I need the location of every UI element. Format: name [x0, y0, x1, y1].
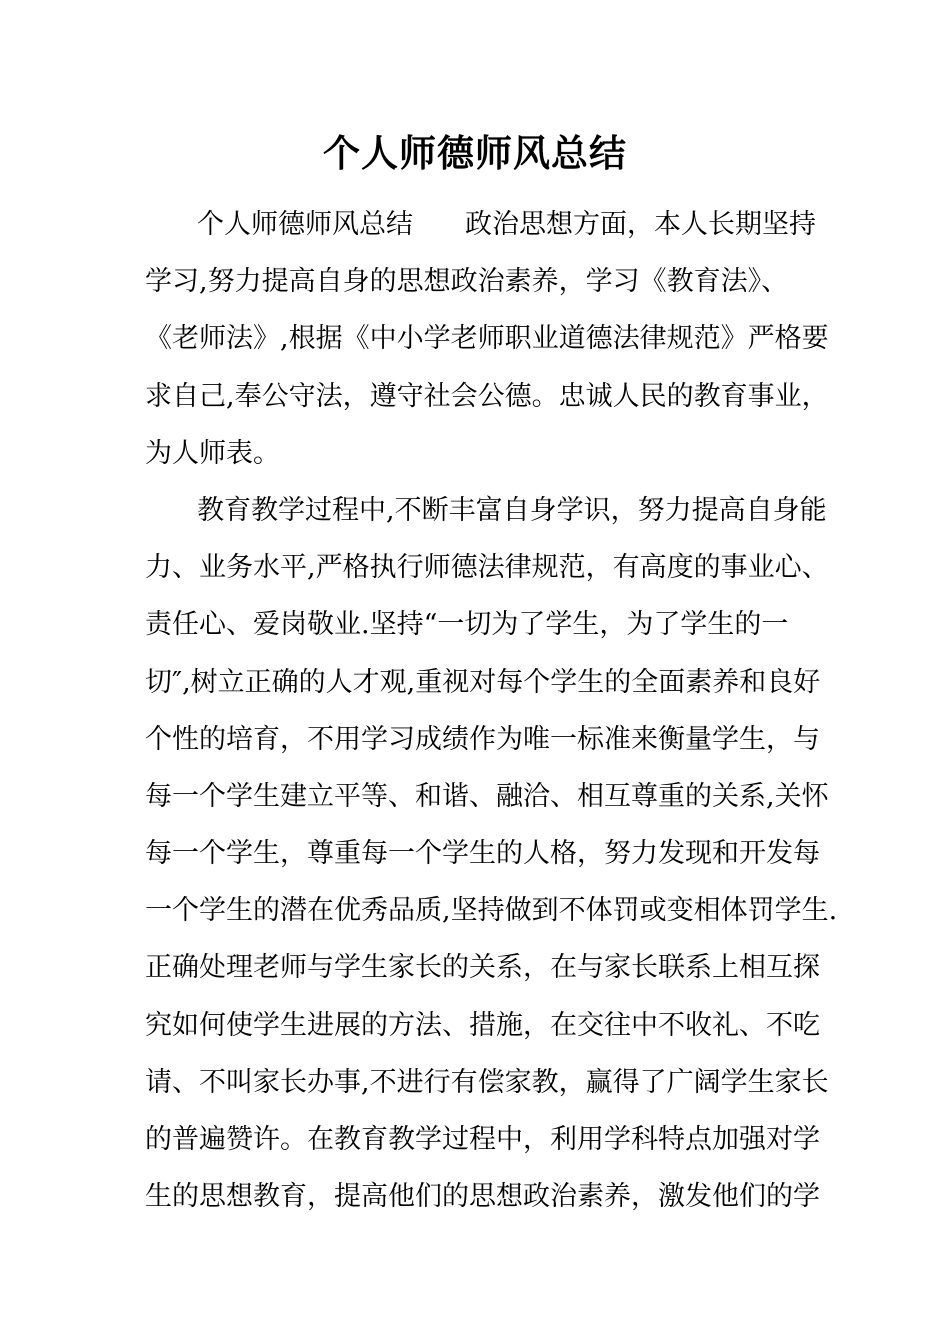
- paragraph-line: 《老师法》,根据《中小学老师职业道德法律规范》严格要: [145, 323, 829, 355]
- paragraph-line: 个性的培育，不用学习成绩作为唯一标准来衡量学生，与: [145, 723, 820, 755]
- paragraph-line: 力、业务水平,严格执行师德法律规范，有高度的事业心、: [145, 552, 829, 584]
- document-title: 个人师德师风总结: [323, 131, 627, 175]
- paragraph-line: 为人师表。: [145, 437, 280, 469]
- paragraph-line: 每一个学生，尊重每一个学生的人格，努力发现和开发每: [145, 838, 820, 870]
- paragraph-line: 教育教学过程中,不断丰富自身学识，努力提高自身能: [197, 494, 827, 526]
- paragraph-line: 责任心、爱岗敬业.坚持“一切为了学生，为了学生的一: [145, 609, 789, 641]
- paragraph-line: [145, 196, 816, 253]
- paragraph-line: 请、不叫家长办事,不进行有偿家教，赢得了广阔学生家长: [145, 1066, 829, 1098]
- paragraph-line: 的普遍赞许。在教育教学过程中，利用学科特点加强对学: [145, 1124, 820, 1155]
- paragraph-line: 切″,树立正确的人才观,重视对每个学生的全面素养和良好: [145, 666, 821, 698]
- document-body: [145, 196, 838, 1225]
- paragraph-line: 正确处理老师与学生家长的关系，在与家长联系上相互探: [145, 952, 820, 984]
- inline-heading: 个人师德师风总结: [197, 209, 413, 240]
- paragraph-text: 政治思想方面，本人长期坚持: [465, 209, 816, 240]
- paragraph-line: 一个学生的潜在优秀品质,坚持做到不体罚或变相体罚学生.: [145, 895, 838, 927]
- paragraph-line: 每一个学生建立平等、和谐、融洽、相互尊重的关系,关怀: [145, 780, 829, 812]
- paragraph-line: 生的思想教育，提高他们的思想政治素养，激发他们的学: [145, 1181, 820, 1213]
- paragraph-line: 究如何使学生进展的方法、措施，在交往中不收礼、不吃: [145, 1009, 820, 1041]
- paragraph-line: 学习,努力提高自身的思想政治素养，学习《教育法》、: [145, 266, 789, 298]
- paragraph-line: 求自己,奉公守法，遵守社会公德。忠诚人民的教育事业，: [145, 380, 829, 412]
